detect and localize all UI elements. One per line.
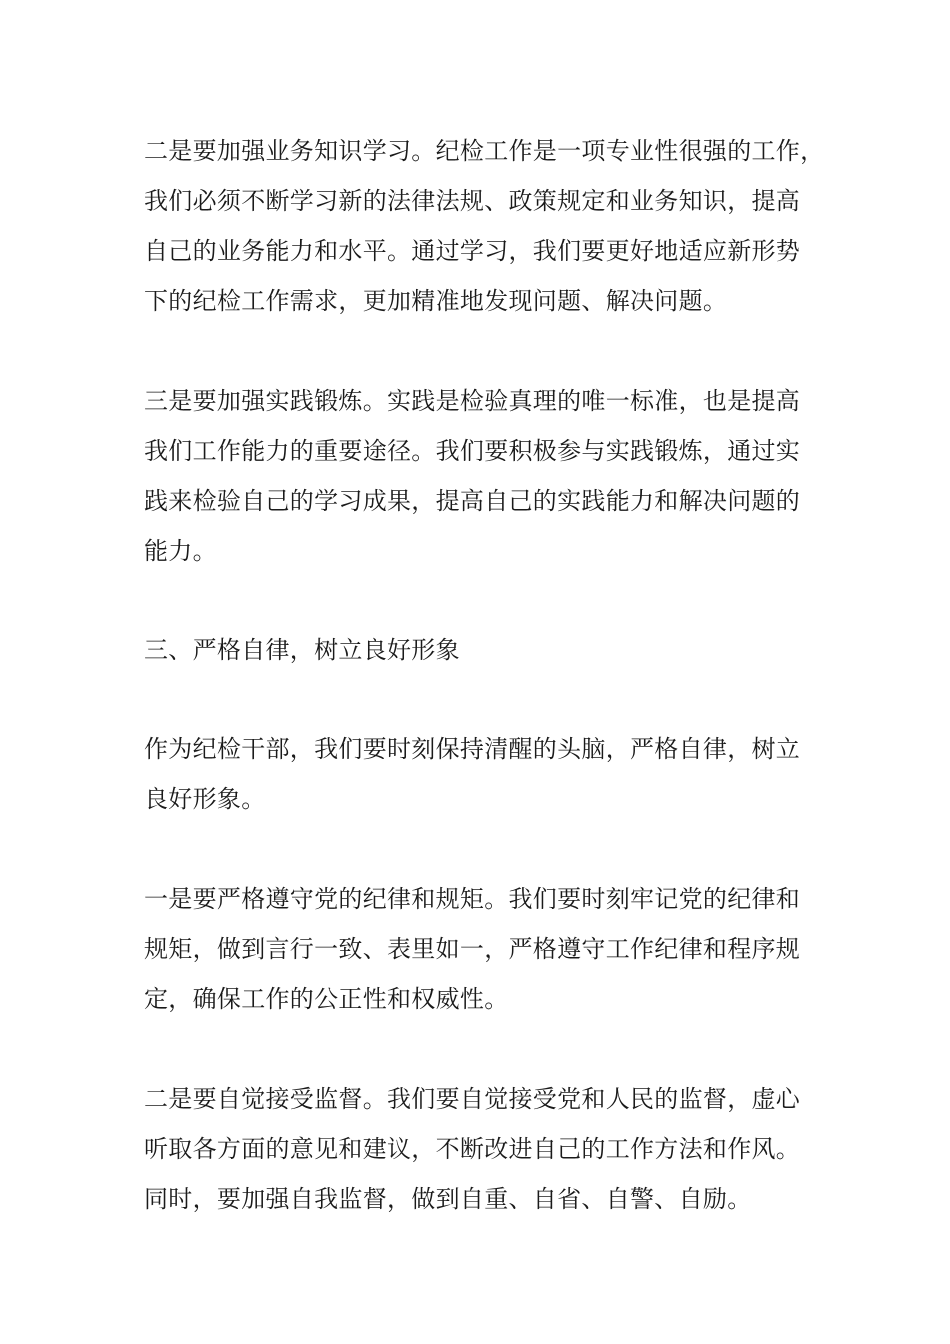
text-line: 我们工作能力的重要途径。我们要积极参与实践锻炼，通过实 xyxy=(144,437,801,465)
text-line: 我们必须不断学习新的法律法规、政策规定和业务知识，提高 xyxy=(144,187,801,215)
text-line: 三是要加强实践锻炼。实践是检验真理的唯一标准，也是提高 xyxy=(144,387,801,415)
text-line: 自己的业务能力和水平。通过学习，我们要更好地适应新形势 xyxy=(144,237,801,265)
paragraph-party-discipline xyxy=(144,874,824,1024)
section-heading xyxy=(144,625,824,675)
text-line: 良好形象。 xyxy=(144,785,266,813)
text-line: 二是要加强业务知识学习。纪检工作是一项专业性很强的工作， xyxy=(144,137,825,165)
text-line: 定，确保工作的公正性和权威性。 xyxy=(144,985,509,1013)
text-line: 二是要自觉接受监督。我们要自觉接受党和人民的监督，虚心 xyxy=(144,1085,801,1113)
paragraph-supervision xyxy=(144,1074,824,1224)
text-line: 践来检验自己的学习成果，提高自己的实践能力和解决问题的 xyxy=(144,487,801,515)
text-line: 能力。 xyxy=(144,537,217,565)
text-line: 一是要严格遵守党的纪律和规矩。我们要时刻牢记党的纪律和 xyxy=(144,885,801,913)
text-line: 下的纪检工作需求，更加精准地发现问题、解决问题。 xyxy=(144,287,728,315)
text-line: 同时，要加强自我监督，做到自重、自省、自警、自励。 xyxy=(144,1185,752,1213)
text-line: 作为纪检干部，我们要时刻保持清醒的头脑，严格自律，树立 xyxy=(144,735,801,763)
heading-line: 三、严格自律，树立良好形象 xyxy=(144,636,460,664)
paragraph-practice xyxy=(144,376,824,576)
paragraph-business-study xyxy=(144,126,824,326)
text-line: 规矩，做到言行一致、表里如一，严格遵守工作纪律和程序规 xyxy=(144,935,801,963)
text-line: 听取各方面的意见和建议，不断改进自己的工作方法和作风。 xyxy=(144,1135,801,1163)
paragraph-self-discipline-intro xyxy=(144,724,824,824)
